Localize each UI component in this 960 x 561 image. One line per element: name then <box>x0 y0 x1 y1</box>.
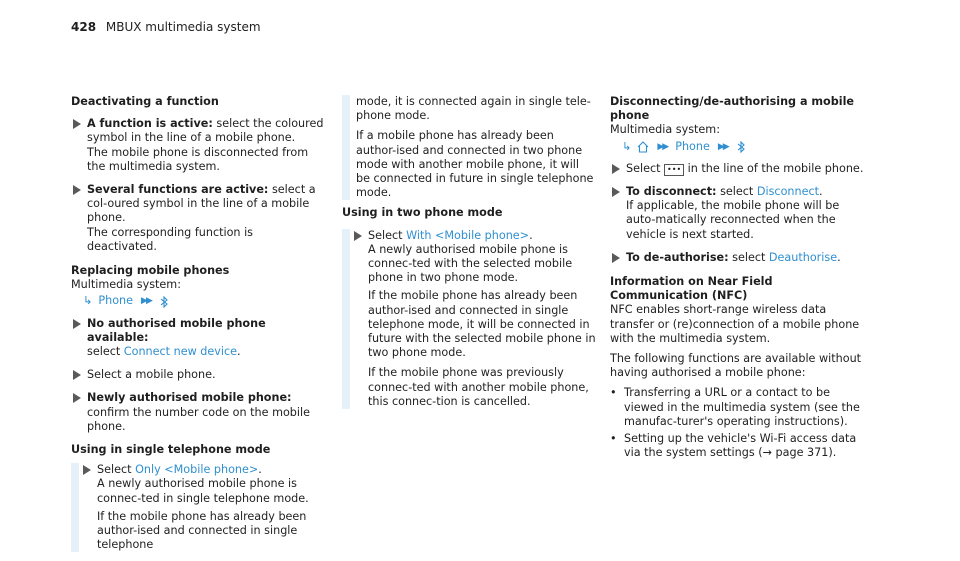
step-arrow-icon <box>73 319 81 329</box>
step-note: If the mobile phone was previously connec-ted with another mobile phone, this connec-tion is cancelled. <box>368 366 589 408</box>
more-options-icon[interactable]: ••• <box>664 164 684 176</box>
path-phone: Phone <box>675 139 710 153</box>
nfc-description: NFC enables short-range wireless data transfer or (re)connection of a mobile phone with the multimedia system. <box>610 303 860 345</box>
step <box>71 183 325 254</box>
note-bar <box>71 463 325 552</box>
step-text: . <box>529 228 533 242</box>
only-mobile-phone-link[interactable]: Only <Mobile phone> <box>135 463 259 477</box>
with-mobile-phone-link[interactable]: With <Mobile phone> <box>406 228 530 242</box>
heading-single-mode: Using in single telephone mode <box>71 443 271 457</box>
menu-path <box>71 294 325 308</box>
step-label: Several functions are active: <box>87 183 269 197</box>
step-text: . <box>258 463 262 477</box>
step-text: . <box>237 345 241 359</box>
step-arrow-icon <box>612 187 620 197</box>
step <box>81 463 325 552</box>
step-text: confirm the number code on the mobile phone. <box>87 405 311 433</box>
step <box>71 391 325 434</box>
heading-nfc: Information on Near Field Communication (NFC) <box>610 275 773 303</box>
step-text: select the coloured symbol in the line of a mobile phone. <box>87 117 324 145</box>
step <box>610 162 864 176</box>
step-note: If the mobile phone has already been author-ised and connected in single telephone <box>97 509 307 552</box>
step-label: Newly authorised mobile phone: <box>87 391 292 405</box>
header-title: MBUX multimedia system <box>105 20 261 34</box>
forward-icon: ▶▶ <box>657 141 668 152</box>
step-text: Select a mobile phone. <box>87 368 216 382</box>
continued-text: mode, it is connected again in single tele-phone mode. <box>356 95 591 123</box>
step-text: . <box>837 250 841 264</box>
step-arrow-icon <box>73 119 81 129</box>
column-2 <box>342 95 596 418</box>
column-3 <box>610 95 864 463</box>
step-arrow-icon <box>73 393 81 403</box>
step <box>71 117 325 174</box>
step-text: . <box>819 185 823 199</box>
step <box>610 251 864 265</box>
step-text: in the line of the mobile phone. <box>684 161 864 175</box>
step-text: select a col-oured symbol in the line of a mobile phone. <box>87 183 316 225</box>
return-arrow-icon: ↳ <box>622 139 632 153</box>
step-text: select <box>87 345 124 359</box>
heading-deactivating: Deactivating a function <box>71 95 219 108</box>
page-number: 428 <box>71 20 97 34</box>
step-result: The mobile phone is disconnected from the multimedia system. <box>87 145 309 173</box>
step <box>352 229 596 409</box>
step-text: Select <box>368 228 407 242</box>
step-note: If the mobile phone has already been author-ised and connected in single telephone mode, it will be connected in future with the selected mobile phone in two phone mode. <box>368 289 596 360</box>
step-text: select <box>728 250 769 264</box>
step-result: A newly authorised mobile phone is connec-ted with the selected mobile phone in two phone mode. <box>368 242 573 285</box>
step-arrow-icon <box>73 370 81 380</box>
step-arrow-icon <box>73 185 81 195</box>
note-bar <box>342 229 596 409</box>
step-label: A function is active: <box>87 117 213 131</box>
step <box>71 317 325 360</box>
bluetooth-icon <box>736 141 746 153</box>
step-arrow-icon <box>612 164 620 174</box>
multimedia-system-label: Multimedia system: <box>610 123 720 137</box>
heading-two-phone: Using in two phone mode <box>342 206 503 220</box>
step-text: Select <box>626 161 665 175</box>
path-phone: Phone <box>98 294 134 308</box>
nfc-functions-intro: The following functions are available without having authorised a mobile phone: <box>610 352 862 380</box>
forward-icon: ▶▶ <box>141 296 151 307</box>
connect-new-device-link[interactable]: Connect new device <box>123 345 238 359</box>
column-1 <box>71 95 325 561</box>
step-label: No authorised mobile phone available: <box>87 316 266 344</box>
menu-path <box>610 140 864 154</box>
step-result: If applicable, the mobile phone will be auto-matically reconnected when the vehicle is next started. <box>626 199 840 241</box>
continued-text: If a mobile phone has already been author-ised and connected in two phone mode with another mobile phone, it will be connected in future in single telephone mode. <box>356 129 594 200</box>
multimedia-system-label: Multimedia system: <box>71 278 181 292</box>
step-result: A newly authorised mobile phone is connec-ted in single telephone mode. <box>97 477 309 505</box>
list-item: • Setting up the vehicle's Wi-Fi access data via the system settings (→ page 371). <box>610 432 864 460</box>
step-label: To de-authorise: <box>626 250 729 264</box>
step-text: select <box>716 185 757 199</box>
home-icon <box>637 141 649 153</box>
step-label: To disconnect: <box>626 185 717 199</box>
return-arrow-icon: ↳ <box>83 294 93 308</box>
step-text: Select <box>97 463 136 477</box>
step-arrow-icon <box>612 253 620 263</box>
heading-replacing: Replacing mobile phones <box>71 264 230 278</box>
heading-disconnecting: Disconnecting/de-authorising a mobile phone <box>610 95 855 123</box>
step-result: The corresponding function is deactivated. <box>87 225 254 253</box>
forward-icon: ▶▶ <box>717 141 728 152</box>
step <box>610 185 864 242</box>
bluetooth-icon <box>159 296 169 308</box>
step-arrow-icon <box>354 231 362 241</box>
list-item: • Transferring a URL or a contact to be viewed in the multimedia system (see the manufac-turer's operating instructions). <box>610 386 864 429</box>
deauthorise-link[interactable]: Deauthorise <box>768 250 838 264</box>
disconnect-link[interactable]: Disconnect <box>756 185 820 199</box>
page-header <box>71 20 261 34</box>
step-arrow-icon <box>83 465 91 475</box>
step <box>71 368 325 382</box>
note-bar <box>342 95 596 200</box>
